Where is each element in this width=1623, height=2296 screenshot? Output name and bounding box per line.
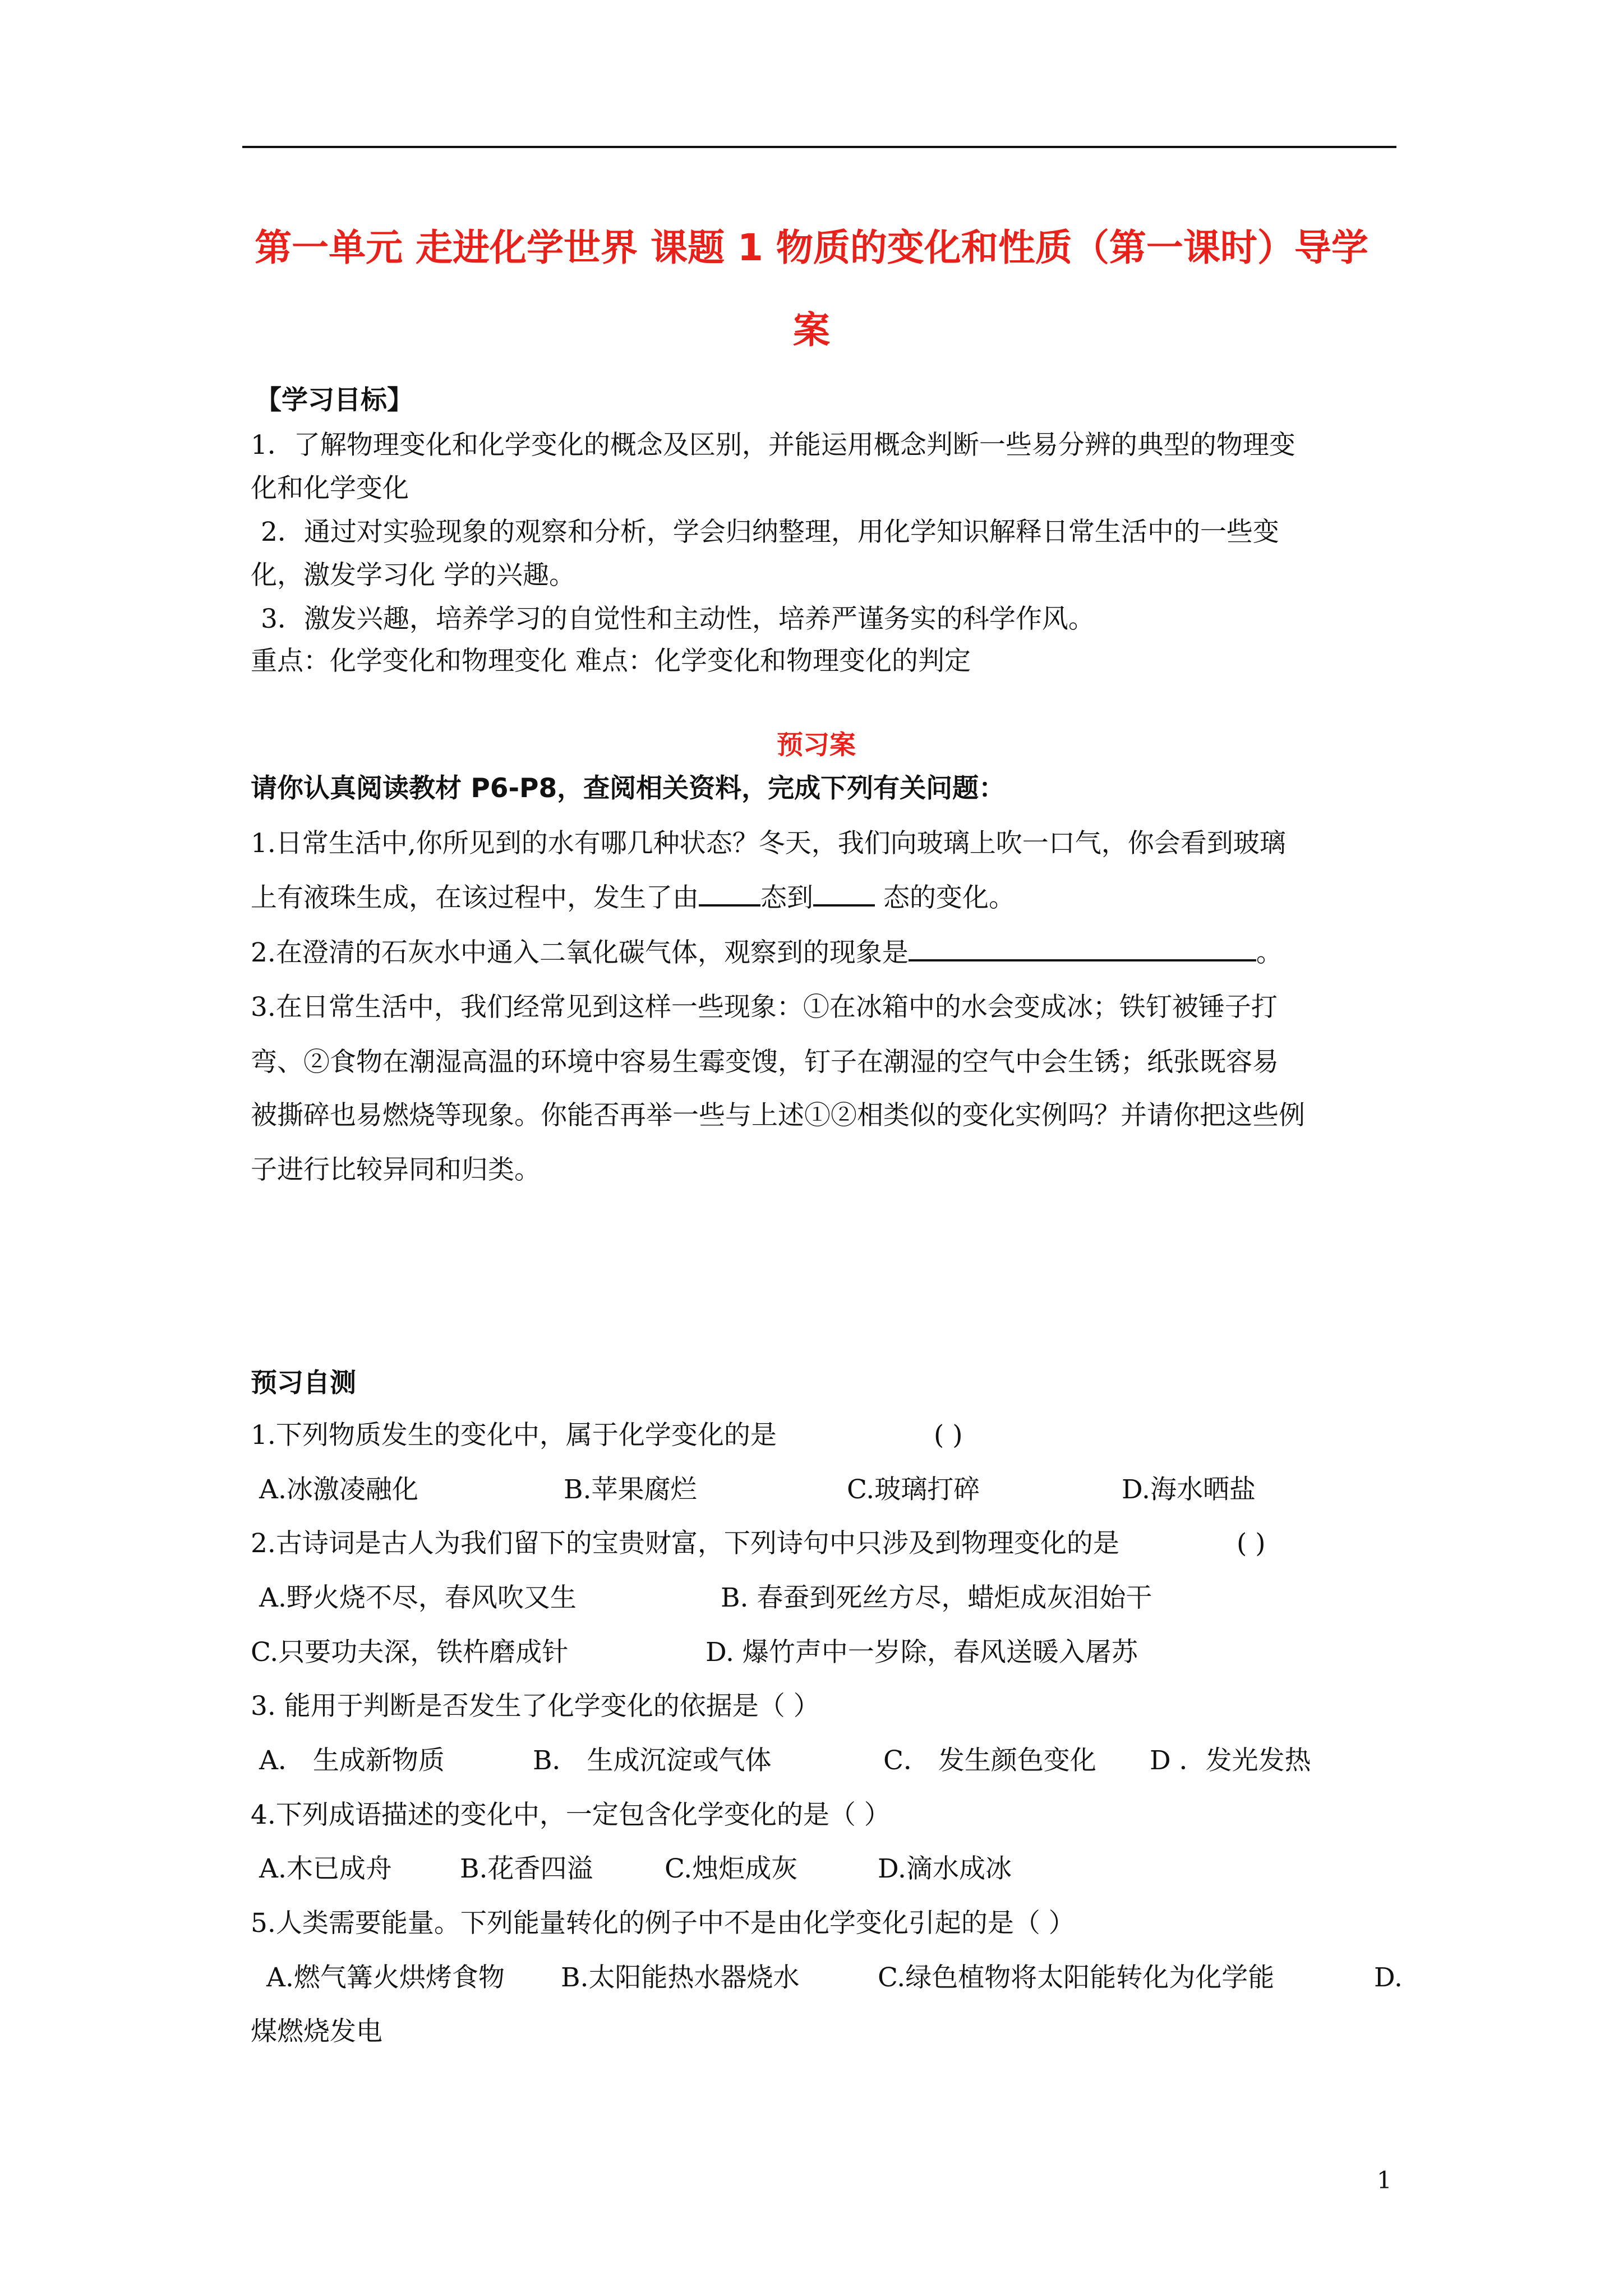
option-c: C． 发生颜色变化 <box>883 1745 1096 1776</box>
test-question-2: 2.古诗词是古人为我们留下的宝贵财富，下列诗句中只涉及到物理变化的是 <box>251 1528 1119 1559</box>
preview-question-3-line2: 弯、②食物在潮湿高温的环境中容易生霉变馊，钉子在潮湿的空气中会生锈；纸张既容易 <box>251 1047 1279 1078</box>
option-d: D ．发光发热 <box>1150 1745 1311 1776</box>
option-b: B.花香四溢 <box>460 1853 593 1884</box>
option-c: C.绿色植物将太阳能转化为化学能 <box>878 1962 1275 1993</box>
option-b: B. 春蚕到死丝方尽，蜡炬成灰泪始干 <box>721 1582 1152 1613</box>
option-a: A.野火烧不尽，春风吹又生 <box>259 1582 577 1613</box>
test-question-5: 5.人类需要能量。下列能量转化的例子中不是由化学变化引起的是（ ） <box>251 1908 1075 1939</box>
preview-question-3-line1: 3.在日常生活中，我们经常见到这样一些现象：①在冰箱中的水会变成冰；铁钉被锤子打 <box>251 992 1278 1023</box>
option-b: B． 生成沉淀或气体 <box>533 1745 772 1776</box>
page-title-continued: 案 <box>793 309 830 352</box>
preview-question-1-line2: 上有液珠生成，在该过程中，发生了由 态到 态的变化。 <box>251 882 1015 913</box>
preview-question-3-line3: 被撕碎也易燃烧等现象。你能否再举一些与上述①②相类似的变化实例吗？并请你把这些例 <box>251 1100 1305 1131</box>
option-d: D.海水晒盐 <box>1122 1474 1256 1505</box>
answer-blank[interactable] <box>813 902 875 907</box>
page-title: 第一单元 走进化学世界 课题 1 物质的变化和性质（第一课时）导学 <box>255 226 1368 269</box>
test-question-1: 1.下列物质发生的变化中，属于化学变化的是 <box>251 1420 777 1451</box>
option-c: C.只要功夫深，铁杵磨成针 <box>251 1637 569 1668</box>
option-a: A.冰激凌融化 <box>259 1474 418 1505</box>
objective-3: 3．激发兴趣，培养学习的自觉性和主动性，培养严谨务实的科学作风。 <box>261 604 1095 634</box>
self-test-heading: 预习自测 <box>251 1368 356 1398</box>
option-a: A． 生成新物质 <box>259 1745 445 1776</box>
option-a: A.木已成舟 <box>259 1853 392 1884</box>
test-question-3: 3. 能用于判断是否发生了化学变化的依据是（ ） <box>251 1691 820 1722</box>
preview-heading: 预习案 <box>777 730 856 761</box>
option-d: D.滴水成冰 <box>878 1853 1012 1884</box>
option-d: D. <box>1374 1962 1403 1993</box>
option-a: A.燃气篝火烘烤食物 <box>266 1962 505 1993</box>
option-d: D. 爆竹声中一岁除，春风送暖入屠苏 <box>706 1637 1138 1668</box>
objectives-heading: 【学习目标】 <box>255 385 413 416</box>
objective-1-line2: 化和化学变化 <box>251 473 409 504</box>
test-question-4: 4.下列成语描述的变化中，一定包含化学变化的是（ ） <box>251 1800 891 1830</box>
key-points: 重点：化学变化和物理变化 难点：化学变化和物理变化的判定 <box>251 646 971 677</box>
preview-question-2: 2.在澄清的石灰水中通入二氧化碳气体，观察到的现象是 。 <box>251 937 1283 968</box>
header-rule <box>242 146 1396 148</box>
option-b: B.太阳能热水器烧水 <box>561 1962 800 1993</box>
option-b: B.苹果腐烂 <box>564 1474 697 1505</box>
preview-instruction: 请你认真阅读教材 P6-P8，查阅相关资料，完成下列有关问题： <box>251 773 1006 804</box>
answer-blank[interactable] <box>909 957 1256 961</box>
option-d-continued: 煤燃烧发电 <box>251 2016 382 2047</box>
preview-question-3-line4: 子进行比较异同和归类。 <box>251 1154 541 1185</box>
option-c: C.玻璃打碎 <box>847 1474 980 1505</box>
option-c: C.烛炬成灰 <box>665 1853 798 1884</box>
objective-1-line1: 1．了解物理变化和化学变化的概念及区别，并能运用概念判断一些易分辨的典型的物理变 <box>251 430 1295 461</box>
answer-paren[interactable]: ( ) <box>1237 1528 1266 1559</box>
answer-blank[interactable] <box>699 902 760 907</box>
page-number: 1 <box>1377 2166 1392 2194</box>
objective-2-line2: 化，激发学习化 学的兴趣。 <box>251 560 575 591</box>
preview-question-1-line1: 1.日常生活中,你所见到的水有哪几种状态？冬天，我们向玻璃上吹一口气，你会看到玻璃 <box>251 828 1286 859</box>
objective-2-line1: 2．通过对实验现象的观察和分析，学会归纳整理，用化学知识解释日常生活中的一些变 <box>261 517 1279 547</box>
answer-paren[interactable]: ( ) <box>934 1420 963 1451</box>
